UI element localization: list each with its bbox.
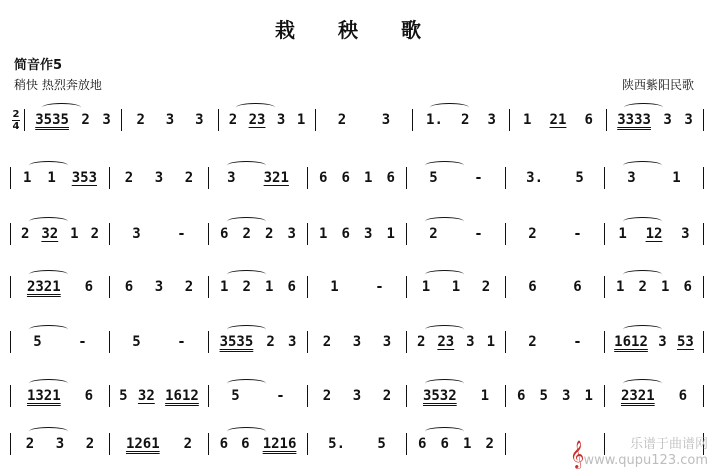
- note: 2: [242, 226, 251, 242]
- key-signature: 简音作5: [14, 58, 63, 73]
- slur-mark: [29, 379, 68, 388]
- note: 3535: [35, 112, 69, 128]
- note: 2: [183, 436, 193, 452]
- measure: [406, 223, 505, 245]
- note: 6: [319, 170, 328, 186]
- dash-note: -: [573, 334, 582, 350]
- note: 2: [485, 436, 494, 452]
- note: 1: [451, 279, 461, 295]
- note: 2: [124, 170, 134, 186]
- note: 3532: [422, 388, 457, 404]
- note: 6: [573, 279, 582, 295]
- note: 2321: [620, 388, 655, 404]
- slur-mark: [425, 161, 464, 170]
- slur-mark: [227, 379, 266, 388]
- measure: [109, 223, 208, 245]
- measure: [505, 223, 604, 245]
- note: 3: [562, 388, 571, 404]
- note: 3: [466, 334, 475, 350]
- measure: [604, 167, 704, 189]
- dash-note: -: [474, 226, 483, 242]
- dash-note: -: [177, 334, 186, 350]
- note: 2: [90, 226, 99, 242]
- measure: [604, 276, 704, 298]
- note: 3: [681, 226, 690, 242]
- measure: [505, 276, 604, 298]
- note: 6: [341, 170, 350, 186]
- measure: [121, 109, 218, 131]
- note: 23: [437, 334, 455, 350]
- slur-mark: [623, 325, 662, 334]
- measure: [109, 167, 208, 189]
- measure: [604, 223, 704, 245]
- slur-mark: [29, 325, 68, 334]
- dash-note: -: [78, 334, 87, 350]
- note: 2: [265, 226, 274, 242]
- note: 1: [616, 279, 625, 295]
- measure: [208, 223, 307, 245]
- measure: [10, 331, 109, 353]
- slur-mark: [623, 217, 662, 226]
- note: 1: [220, 279, 229, 295]
- note: 2321: [26, 279, 61, 295]
- note: 5.: [328, 436, 346, 452]
- note: 1612: [614, 334, 648, 350]
- measure: [604, 331, 704, 353]
- measure: [10, 167, 109, 189]
- note: 3: [487, 112, 496, 128]
- note: 2: [184, 279, 194, 295]
- note: 2: [460, 112, 470, 128]
- score-row: [10, 384, 704, 408]
- note: 1: [70, 226, 79, 242]
- note: 2: [528, 226, 537, 242]
- slur-mark: [624, 103, 662, 112]
- note: 3: [154, 170, 164, 186]
- note: 5: [377, 436, 386, 452]
- measure: [406, 167, 505, 189]
- score-row: [10, 222, 704, 246]
- score-row: [10, 108, 704, 132]
- note: 3: [165, 112, 175, 128]
- note: 3: [276, 112, 286, 128]
- measure: [10, 276, 109, 298]
- time-signature: [10, 110, 22, 131]
- note: 6: [683, 279, 692, 295]
- note: 3: [381, 112, 391, 128]
- dash-note: -: [573, 226, 582, 242]
- note: 6: [440, 436, 449, 452]
- measure: [109, 331, 208, 353]
- treble-clef-icon: 𝄞: [570, 440, 585, 468]
- note: 1: [661, 279, 670, 295]
- note: 6: [287, 279, 296, 295]
- note: 2: [429, 226, 438, 242]
- measure: [406, 331, 505, 353]
- note: 3: [352, 334, 362, 350]
- note: 2: [382, 388, 392, 404]
- note: 3: [663, 112, 672, 128]
- measure: [505, 167, 604, 189]
- note: 6: [517, 388, 526, 404]
- note: 3: [287, 226, 296, 242]
- note: 2: [481, 279, 491, 295]
- note: 6: [528, 279, 537, 295]
- note: 6: [84, 279, 94, 295]
- measure: [208, 385, 307, 407]
- measure: [109, 276, 208, 298]
- note: 2: [322, 388, 332, 404]
- slur-mark: [425, 379, 464, 388]
- note: 1.: [426, 112, 443, 128]
- note: 3: [627, 170, 636, 186]
- score-row: [10, 166, 704, 190]
- score-row: [10, 330, 704, 354]
- note: 5: [132, 334, 141, 350]
- slur-mark: [227, 217, 266, 226]
- measure: [208, 433, 307, 455]
- note: 3: [55, 436, 65, 452]
- note: 1: [486, 334, 495, 350]
- note: 3: [684, 112, 693, 128]
- dash-note: -: [474, 170, 483, 186]
- note: 3: [154, 279, 164, 295]
- note: 1261: [125, 436, 160, 452]
- note: 2: [81, 112, 90, 128]
- slur-mark: [623, 379, 662, 388]
- note: 32: [137, 388, 155, 404]
- measure: [509, 109, 606, 131]
- note: 5: [539, 388, 548, 404]
- slur-mark: [425, 427, 464, 436]
- dash-note: -: [177, 226, 186, 242]
- note: 6: [678, 388, 688, 404]
- note: 3: [227, 170, 236, 186]
- slur-mark: [227, 161, 266, 170]
- measure: [307, 167, 406, 189]
- note: 3: [352, 388, 362, 404]
- slur-mark: [42, 103, 80, 112]
- slur-mark: [425, 217, 464, 226]
- note: 21: [549, 112, 567, 128]
- measure: [109, 385, 208, 407]
- note: 6: [220, 226, 229, 242]
- note: 5: [231, 388, 240, 404]
- note: 5: [429, 170, 438, 186]
- note: 12: [645, 226, 663, 242]
- measure: [307, 385, 406, 407]
- measure: [10, 223, 109, 245]
- note: 2: [638, 279, 647, 295]
- note: 3: [195, 112, 204, 128]
- measure: [208, 331, 307, 353]
- measure: [208, 167, 307, 189]
- note: 3333: [617, 112, 651, 128]
- measure: [606, 109, 704, 131]
- measure: [505, 331, 604, 353]
- note: 5: [575, 170, 584, 186]
- song-origin: 陕西紫阳民歌: [621, 78, 694, 92]
- note: 6: [584, 112, 593, 128]
- note: 2: [337, 112, 347, 128]
- note: 2: [85, 436, 95, 452]
- measure: [406, 385, 505, 407]
- note: 1: [47, 170, 56, 186]
- note: 1612: [165, 388, 199, 404]
- note: 1: [265, 279, 274, 295]
- slur-mark: [227, 325, 266, 334]
- note: 1: [618, 226, 627, 242]
- measure: [10, 385, 109, 407]
- note: 6: [241, 436, 250, 452]
- note: 6: [84, 388, 94, 404]
- note: 1: [421, 279, 431, 295]
- measure: [109, 433, 208, 455]
- note: 1: [463, 436, 472, 452]
- measure: [412, 109, 509, 131]
- note: 2: [25, 436, 35, 452]
- dash-note: -: [276, 388, 285, 404]
- note: 2: [322, 334, 332, 350]
- slur-mark: [29, 427, 68, 436]
- measure: [218, 109, 315, 131]
- note: 1: [480, 388, 490, 404]
- note: 2: [416, 334, 426, 350]
- note: 1: [386, 226, 395, 242]
- note: 3: [102, 112, 111, 128]
- slur-mark: [29, 161, 68, 170]
- note: 2: [136, 112, 145, 128]
- note: 6: [386, 170, 395, 186]
- note: 2: [184, 170, 194, 186]
- dash-note: -: [375, 279, 384, 295]
- slur-mark: [29, 270, 68, 279]
- measure: [307, 223, 406, 245]
- slur-mark: [227, 427, 266, 436]
- slur-mark: [236, 103, 274, 112]
- slur-mark: [430, 103, 468, 112]
- note: 2: [20, 226, 30, 242]
- measure: [208, 276, 307, 298]
- note: 1: [364, 170, 373, 186]
- tempo-marking: 稍快 热烈奔放地: [14, 78, 102, 92]
- note: 3: [658, 334, 667, 350]
- measure: [307, 331, 406, 353]
- note: 1: [330, 279, 339, 295]
- note: 1: [523, 112, 532, 128]
- score-row: [10, 275, 704, 299]
- measure: [307, 276, 406, 298]
- song-title: 栽 秧 歌: [275, 18, 439, 42]
- time-signature-top: 2: [12, 108, 20, 120]
- measure: [604, 385, 704, 407]
- note: 2: [528, 334, 537, 350]
- slur-mark: [425, 270, 464, 279]
- watermark-site: 乐谱于曲谱网: [629, 437, 708, 452]
- slur-mark: [227, 270, 266, 279]
- slur-mark: [623, 161, 662, 170]
- note: 3.: [526, 170, 544, 186]
- note: 6: [219, 436, 228, 452]
- note: 1: [584, 388, 593, 404]
- watermark: [583, 437, 708, 469]
- note: 3: [364, 226, 373, 242]
- measure: [10, 433, 109, 455]
- note: 1216: [262, 436, 297, 452]
- note: 32: [41, 226, 59, 242]
- note: 2: [242, 279, 251, 295]
- measure: [406, 433, 505, 455]
- note: 1321: [26, 388, 61, 404]
- measure: [406, 276, 505, 298]
- measure: [24, 109, 121, 131]
- measure: [307, 433, 406, 455]
- measure: [315, 109, 412, 131]
- note: 6: [418, 436, 427, 452]
- note: 6: [341, 226, 350, 242]
- time-signature-bottom: 4: [12, 120, 20, 132]
- note: 2: [266, 334, 275, 350]
- note: 1: [319, 226, 328, 242]
- note: 1: [672, 170, 681, 186]
- note: 5: [33, 334, 42, 350]
- note: 53: [676, 334, 694, 350]
- slur-mark: [623, 270, 662, 279]
- note: 2: [228, 112, 238, 128]
- measure: [505, 385, 604, 407]
- note: 23: [248, 112, 266, 128]
- note: 3: [287, 334, 297, 350]
- note: 6: [124, 279, 134, 295]
- note: 1: [296, 112, 306, 128]
- note: 1: [22, 170, 32, 186]
- note: 3535: [219, 334, 254, 350]
- note: 5: [119, 388, 128, 404]
- note: 3: [382, 334, 392, 350]
- slur-mark: [425, 325, 464, 334]
- watermark-url: www.qupu123.com: [583, 453, 708, 468]
- slur-mark: [29, 217, 68, 226]
- note: 353: [71, 170, 98, 186]
- note: 3: [132, 226, 141, 242]
- note: 321: [263, 170, 289, 186]
